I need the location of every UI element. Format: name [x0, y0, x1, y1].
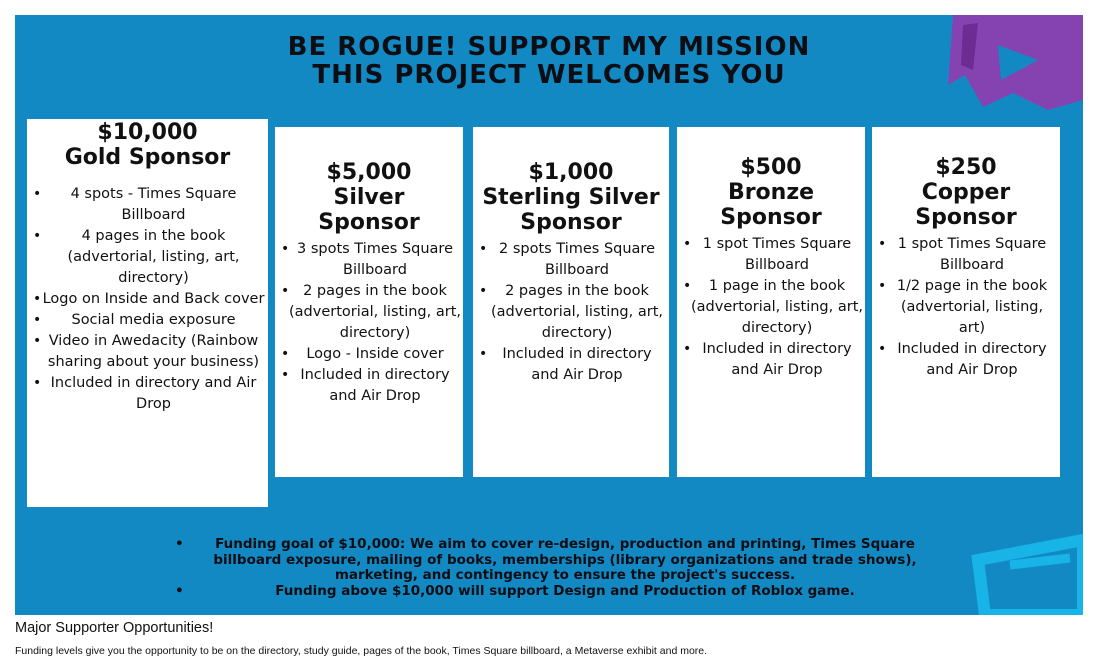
- tier-amount: $5,000: [326, 160, 412, 185]
- benefit-list: [872, 234, 1060, 381]
- benefit-item: • Logo on Inside and Back cover: [27, 289, 268, 310]
- sponsorship-banner: [15, 15, 1083, 615]
- benefit-list: [275, 239, 463, 407]
- benefit-item: • Included in directory and Air Drop: [275, 365, 463, 407]
- funding-notes: [165, 537, 945, 599]
- benefit-item: • 2 pages in the book (advertorial, listing, art, directory): [275, 281, 463, 344]
- cyan-brush-decoration: [970, 530, 1083, 615]
- tier-card-bronze: [677, 127, 865, 477]
- benefit-item: • 1 page in the book (advertorial, listing, art, directory): [677, 276, 865, 339]
- tier-amount: $500: [740, 155, 802, 180]
- benefit-item: • 1 spot Times Square Billboard: [872, 234, 1060, 276]
- caption-title: Major Supporter Opportunities!: [15, 620, 214, 636]
- benefit-item: • 4 pages in the book (advertorial, listing, art, directory): [27, 226, 268, 289]
- benefit-item: • 1 spot Times Square Billboard: [677, 234, 865, 276]
- tier-card-sterling-silver: [473, 127, 669, 477]
- headline-line-2: THIS PROJECT WELCOMES YOU: [312, 60, 786, 90]
- benefit-item: • 4 spots - Times Square Billboard: [27, 184, 268, 226]
- tier-card-copper: [872, 127, 1060, 477]
- headline-line-1: BE ROGUE! SUPPORT MY MISSION: [287, 32, 811, 62]
- tier-card-silver: [275, 127, 463, 477]
- tier-amount: $10,000: [97, 120, 198, 145]
- benefit-item: • Video in Awedacity (Rainbow sharing about your business): [27, 331, 268, 373]
- tier-amount: $1,000: [528, 160, 614, 185]
- tier-name: Sterling Silver Sponsor: [482, 185, 660, 235]
- benefit-item: • Logo - Inside cover: [275, 344, 463, 365]
- benefit-item: • Social media exposure: [27, 310, 268, 331]
- tier-card-gold: [27, 119, 268, 507]
- benefit-item: • Included in directory and Air Drop: [27, 373, 268, 415]
- tier-name: Copper Sponsor: [915, 180, 1017, 230]
- funding-note: • Funding above $10,000 will support Design and Production of Roblox game.: [165, 584, 945, 600]
- tier-name: Bronze Sponsor: [720, 180, 822, 230]
- benefit-item: • Included in directory and Air Drop: [473, 344, 669, 386]
- funding-note: • Funding goal of $10,000: We aim to cover re-design, production and printing, Times Square billboard exposure, mailing of books, memberships (library organizations and trade shows), marketing, and contingency to ensure the project's success.: [165, 537, 945, 584]
- benefit-item: • 2 spots Times Square Billboard: [473, 239, 669, 281]
- benefit-item: • Included in directory and Air Drop: [872, 339, 1060, 381]
- benefit-item: • 1/2 page in the book (advertorial, listing, art): [872, 276, 1060, 339]
- tier-name: Gold Sponsor: [64, 145, 231, 170]
- benefit-list: [473, 239, 669, 386]
- benefit-list: [677, 234, 865, 381]
- caption-subtitle: Funding levels give you the opportunity to be on the directory, study guide, pages of the book, Times Square billboard, a Metaverse exhibit and more.: [15, 645, 708, 657]
- benefit-item: • 3 spots Times Square Billboard: [275, 239, 463, 281]
- benefit-item: • Included in directory and Air Drop: [677, 339, 865, 381]
- benefit-list: [27, 184, 268, 415]
- benefit-item: • 2 pages in the book (advertorial, listing, art, directory): [473, 281, 669, 344]
- tier-name: Silver Sponsor: [318, 185, 420, 235]
- tier-amount: $250: [935, 155, 997, 180]
